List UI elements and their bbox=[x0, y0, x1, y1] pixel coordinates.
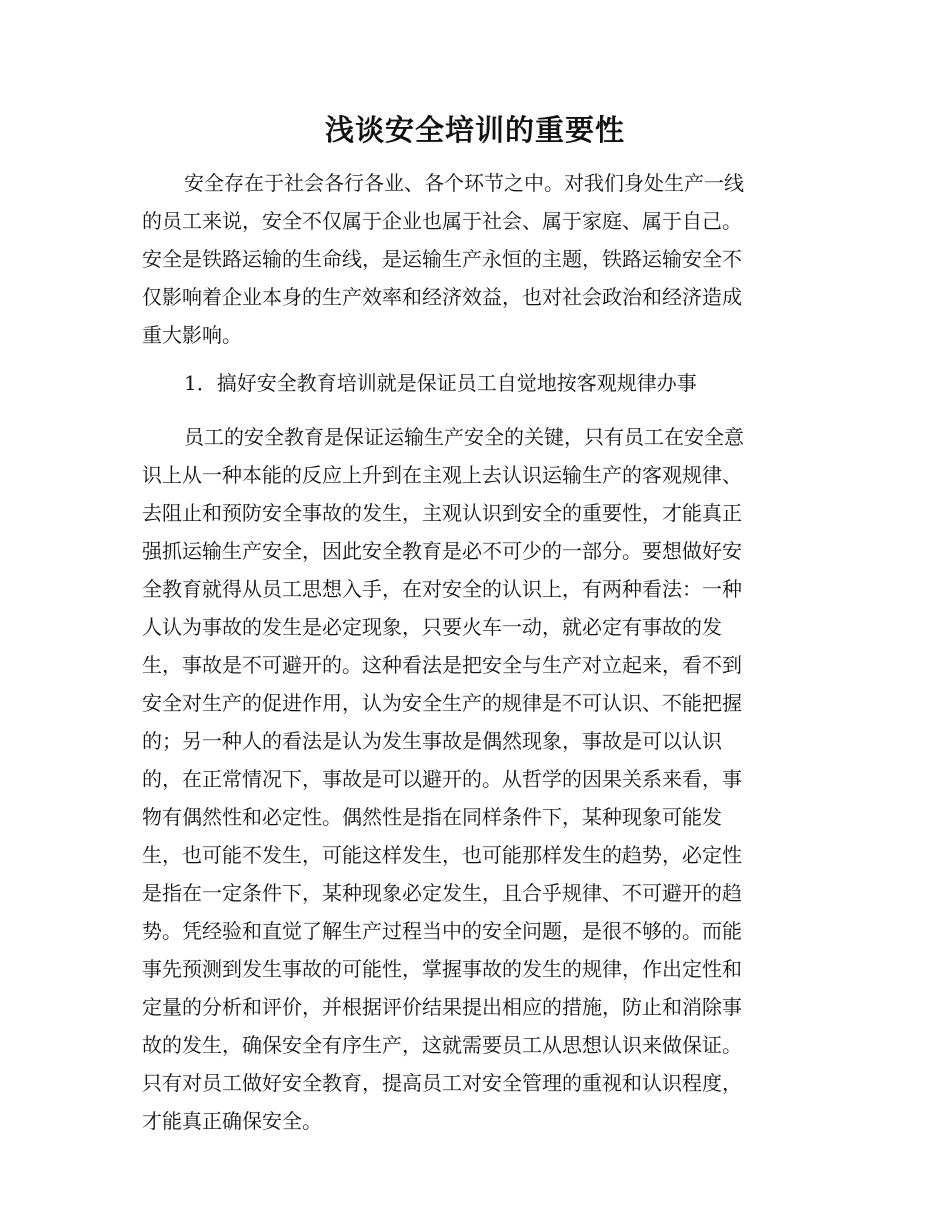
section-heading bbox=[142, 364, 802, 402]
paragraph-line: 重大影响。 bbox=[142, 323, 242, 347]
paragraph-line: 的员工来说，安全不仅属于企业也属于社会、属于家庭、属于自己。 bbox=[142, 209, 742, 233]
paragraph-line: 强抓运输生产安全，因此安全教育是必不可少的一部分。要想做好安 bbox=[142, 539, 742, 563]
paragraph-line: 定量的分析和评价，并根据评价结果提出相应的措施，防止和消除事 bbox=[142, 995, 742, 1019]
paragraph-line: 全教育就得从员工思想入手，在对安全的认识上，有两种看法：一种 bbox=[142, 577, 742, 601]
paragraph-line: 才能真正确保安全。 bbox=[142, 1109, 322, 1133]
paragraph-line: 生，也可能不发生，可能这样发生，也可能那样发生的趋势，必定性 bbox=[142, 843, 742, 867]
paragraph-line: 生，事故是不可避开的。这种看法是把安全与生产对立起来，看不到 bbox=[142, 653, 742, 677]
paragraph-line: 势。凭经验和直觉了解生产过程当中的安全问题，是很不够的。而能 bbox=[142, 919, 742, 943]
section-paragraph bbox=[142, 418, 802, 1140]
paragraph-line: 员工的安全教育是保证运输生产安全的关键，只有员工在安全意 bbox=[184, 425, 744, 449]
paragraph-line: 识上从一种本能的反应上升到在主观上去认识运输生产的客观规律、 bbox=[142, 463, 742, 487]
paragraph-line: 是指在一定条件下，某种现象必定发生，且合乎规律、不可避开的趋 bbox=[142, 881, 742, 905]
paragraph-line: 只有对员工做好安全教育，提高员工对安全管理的重视和认识程度， bbox=[142, 1071, 742, 1095]
paragraph-line: 去阻止和预防安全事故的发生，主观认识到安全的重要性，才能真正 bbox=[142, 501, 742, 525]
paragraph-line: 安全是铁路运输的生命线，是运输生产永恒的主题，铁路运输安全不 bbox=[142, 247, 742, 271]
paragraph-line: 的；另一种人的看法是认为发生事故是偶然现象，事故是可以认识 bbox=[142, 729, 722, 753]
paragraph-line: 安全存在于社会各行各业、各个环节之中。对我们身处生产一线 bbox=[184, 171, 744, 195]
paragraph-line: 仅影响着企业本身的生产效率和经济效益，也对社会政治和经济造成 bbox=[142, 285, 742, 309]
intro-paragraph bbox=[142, 164, 802, 354]
section-heading-text: 1．搞好安全教育培训就是保证员工自觉地按客观规律办事 bbox=[184, 371, 697, 395]
page-title: 浅谈安全培训的重要性 bbox=[324, 113, 625, 147]
paragraph-line: 事先预测到发生事故的可能性，掌握事故的发生的规律，作出定性和 bbox=[142, 957, 742, 981]
paragraph-line: 人认为事故的发生是必定现象，只要火车一动，就必定有事故的发 bbox=[142, 615, 722, 639]
paragraph-line: 安全对生产的促进作用，认为安全生产的规律是不可认识、不能把握 bbox=[142, 691, 742, 715]
paragraph-line: 故的发生，确保安全有序生产，这就需要员工从思想认识来做保证。 bbox=[142, 1033, 742, 1057]
paragraph-line: 的，在正常情况下，事故是可以避开的。从哲学的因果关系来看，事 bbox=[142, 767, 742, 791]
paragraph-line: 物有偶然性和必定性。偶然性是指在同样条件下，某种现象可能发 bbox=[142, 805, 722, 829]
